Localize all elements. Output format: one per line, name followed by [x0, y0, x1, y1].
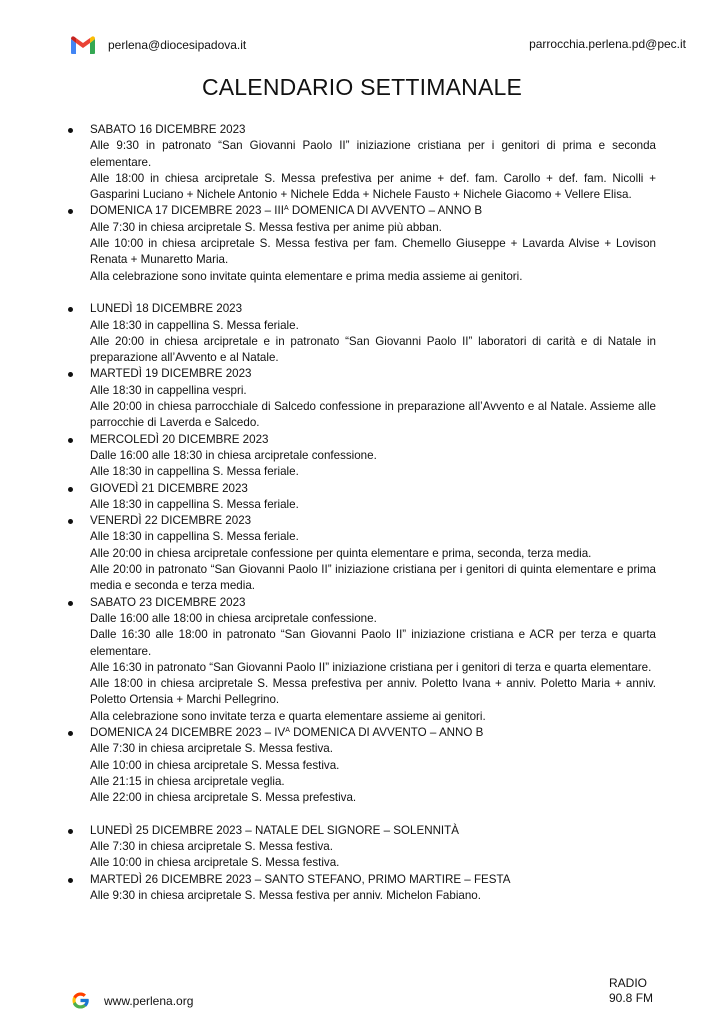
day-heading: SABATO 23 DICEMBRE 2023 [90, 595, 246, 609]
calendar-day [66, 823, 656, 872]
event-entry: Alle 7:30 in chiesa arcipretale S. Messa festiva. [90, 742, 333, 756]
day-heading: VENERDÌ 22 DICEMBRE 2023 [90, 514, 252, 528]
event-entry: Alle 18:30 in cappellina S. Messa feriale. [90, 530, 299, 544]
event-entry: Alle 20:00 in patronato “San Giovanni Paolo II” iniziazione cristiana per i genitori di quinta elementare e prima media e seconda e terza media. [90, 563, 656, 593]
calendar-day [66, 301, 656, 366]
day-heading: MARTEDÌ 26 DICEMBRE 2023 – SANTO STEFANO, PRIMO MARTIRE – FESTA [90, 872, 511, 886]
event-entry: Alle 20:00 in chiesa arcipretale confessione per quinta elementare e prima, seconda, terza media. [90, 546, 592, 560]
event-entry: Alle 7:30 in chiesa arcipretale S. Messa festiva. [90, 840, 333, 854]
day-heading: DOMENICA 17 DICEMBRE $2023 - III^A$ DOMENICA DI AVVENTO – ANNO B [90, 204, 483, 218]
event-entry: Alle 10:00 in chiesa arcipretale S. Messa festiva. [90, 758, 340, 772]
radio-label: RADIO [609, 976, 648, 990]
google-icon [70, 990, 91, 1011]
event-entry: Dalle 16:30 alle 18:00 in patronato “San Giovanni Paolo II” iniziazione cristiana e ACR per terza e quarta elementare. [90, 628, 656, 658]
day-heading: GIOVEDÌ 21 DICEMBRE 2023 [90, 481, 248, 495]
calendar-day [66, 366, 656, 431]
event-entry: Alle 18:30 in cappellina S. Messa feriale. [90, 465, 299, 479]
event-entry: Alle 10:00 in chiesa arcipretale S. Messa festiva per fam. Chemello Giuseppe + Lavarda Alvise + Lovison Renata + Munaretto Maria. [90, 237, 656, 267]
event-entry: Alle 20:00 in chiesa arcipretale e in patronato “San Giovanni Paolo II” laboratori di carità e di Natale in preparazione all’Avvento e al Natale. [90, 334, 656, 365]
header-left [70, 35, 246, 55]
event-entry: Alle 22:00 in chiesa arcipretale S. Messa prefestiva. [90, 791, 357, 805]
event-entry: Alle 18:00 in chiesa arcipretale S. Messa prefestiva per anime + def. fam. Carollo + def. fam. Nicolli + Gasparini Luciano + Nichele Antonio + Nichele Edda + Nichele Fausto + Nichele Giacomo + Vellere Elisa. [90, 171, 656, 202]
calendar-day [66, 481, 656, 514]
header-pec-email-link[interactable]: parrocchia.perlena.pd@pec.it [529, 37, 686, 51]
event-entry: Alle 9:30 in patronato “San Giovanni Paolo II” iniziazione cristiana per i genitori di prima e seconda elementare. [90, 139, 656, 169]
calendar-day [66, 432, 656, 481]
footer-left [70, 990, 193, 1011]
event-entry: Alle 18:30 in cappellina S. Messa feriale. [90, 497, 299, 511]
event-entry: Alle 10:00 in chiesa arcipretale S. Messa festiva. [90, 856, 340, 870]
footer-website-link[interactable]: www.perlena.org [104, 993, 194, 1008]
event-entry: Alle 20:00 in chiesa parrocchiale di Salcedo confessione in preparazione all’Avvento e al Natale. Assieme alle parrocchie di Laverda e Salcedo. [90, 400, 656, 430]
event-entry: Alle 18:30 in cappellina vespri. [90, 383, 247, 397]
footer-radio [609, 976, 653, 1006]
day-heading: LUNEDÌ 25 DICEMBRE 2023 – NATALE DEL SIGNORE – SOLENNITÀ [90, 823, 459, 837]
header-email-link[interactable]: perlena@diocesipadova.it [108, 38, 247, 52]
event-entry: Alle 7:30 in chiesa arcipretale S. Messa festiva per anime più abban. [90, 220, 442, 234]
day-heading: SABATO 16 DICEMBRE 2023 [90, 123, 246, 136]
calendar-day [66, 122, 656, 203]
day-heading: MARTEDÌ 19 DICEMBRE 2023 [90, 367, 252, 381]
event-entry: Alle 21:15 in chiesa arcipretale veglia. [90, 774, 285, 788]
calendar-day [66, 872, 656, 905]
weekly-calendar-list [66, 122, 656, 904]
event-entry: Alle 16:30 in patronato “San Giovanni Paolo II” iniziazione cristiana per i genitori di terza e quarta elementare. [90, 660, 652, 674]
calendar-day [66, 595, 656, 725]
event-entry: Alle 9:30 in chiesa arcipretale S. Messa festiva per anniv. Michelon Fabiano. [90, 888, 481, 902]
calendar-day [66, 513, 656, 594]
page-title: CALENDARIO SETTIMANALE [201, 74, 523, 100]
day-heading: LUNEDÌ 18 DICEMBRE 2023 [90, 302, 243, 316]
calendar-day [66, 725, 656, 806]
event-entry: Alle 18:30 in cappellina S. Messa feriale. [90, 318, 299, 332]
event-entry: Alla celebrazione sono invitate quinta elementare e prima media assieme ai genitori. [90, 269, 523, 283]
radio-frequency: 90.8 FM [609, 991, 654, 1005]
day-heading: DOMENICA 24 DICEMBRE $2023 - IV^A$ DOMENICA DI AVVENTO – ANNO B [90, 725, 484, 739]
gmail-icon [70, 35, 96, 55]
event-entry: Dalle 16:00 alle 18:00 in chiesa arcipretale confessione. [90, 611, 377, 625]
calendar-day [66, 203, 656, 284]
event-entry: Dalle 16:00 alle 18:30 in chiesa arcipretale confessione. [90, 448, 377, 462]
event-entry: Alle 18:00 in chiesa arcipretale S. Messa prefestiva per anniv. Poletto Ivana + anniv. Poletto Maria + anniv. Poletto Ortensia + Marchi Pellegrino. [90, 677, 656, 707]
event-entry: Alla celebrazione sono invitate terza e quarta elementare assieme ai genitori. [90, 709, 486, 723]
day-heading: MERCOLEDÌ 20 DICEMBRE 2023 [90, 432, 269, 446]
